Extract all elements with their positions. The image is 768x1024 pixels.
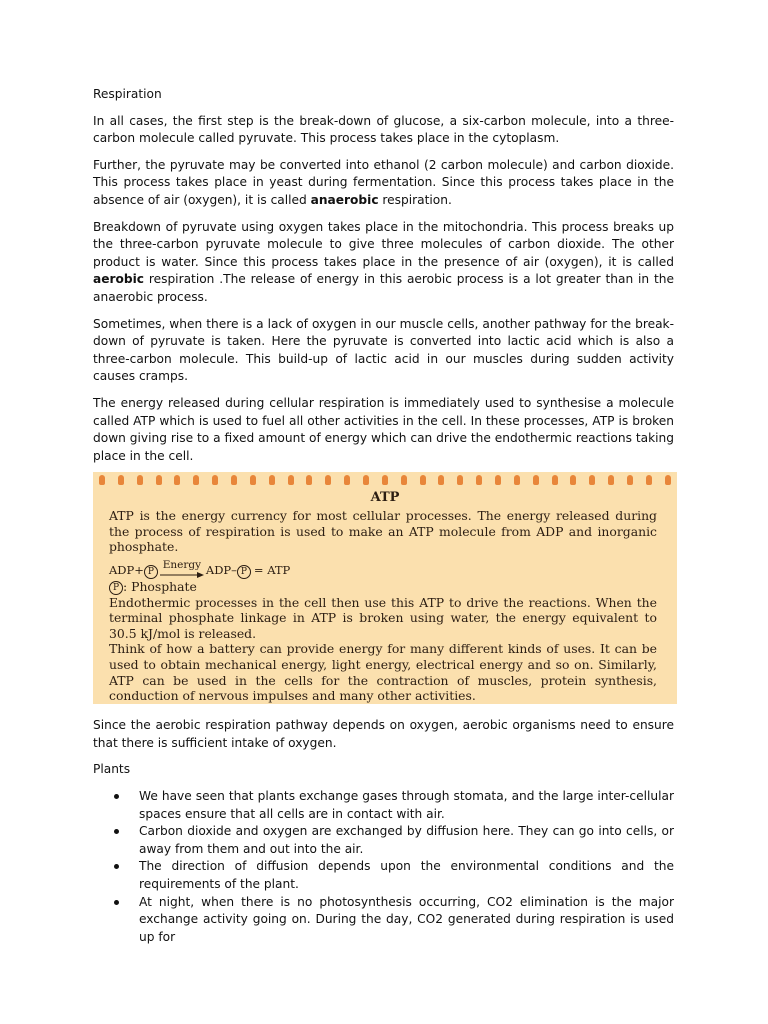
paragraph-lactic-acid: Sometimes, when there is a lack of oxygen in our muscle cells, another pathway for the break-down of pyruvate is taken. Here the pyruvate is converted into lactic acid which is also a three-carbon molecule. This build-up of lactic acid in our muscles during sudden activity causes cramps. [93,316,674,384]
arrow-label-energy: Energy [162,559,202,572]
decorative-dot [570,475,576,485]
paragraph-aerobic-text: Breakdown of pyruvate using oxygen takes place in the mitochondria. This process breaks up the three-carbon pyruvate molecule to give three molecules of carbon dioxide. The other product is water. Since this process takes place in the presence of air (oxygen), it is called [93,219,674,269]
paragraph-glucose-breakdown: In all cases, the first step is the break-down of glucose, a six-carbon molecule, into a three-carbon molecule called pyruvate. This process takes place in the cytoplasm. [93,113,674,146]
list-item [139,823,674,858]
list-item-text: Carbon dioxide and oxygen are exchanged by diffusion here. They can go into cells, or away from them and out into the air. [139,824,674,856]
paragraph-oxygen-intake: Since the aerobic respiration pathway depends on oxygen, aerobic organisms need to ensure that there is sufficient intake of oxygen. [93,718,674,750]
paragraph-aerobic-end: respiration .The release of energy in this aerobic process is a lot greater than in the anaerobic process. [93,272,674,304]
atp-box-text-3: Think of how a battery can provide energy for many different kinds of uses. It can be used to obtain mechanical energy, light energy, electrical energy and so on. Similarly, ATP can be used in the cells for the contraction of muscles, protein synthesis, conduction of nervous impulses and many other activities. [109,641,657,704]
bullet-icon [114,829,119,834]
list-item [139,894,674,947]
decorative-dot [363,475,369,485]
paragraph-atp-intro: The energy released during cellular respiration is immediately used to synthesise a molecule called ATP which is used to fuel all other activities in the cell. In these processes, ATP is broken down giving rise to a fixed amount of energy which can drive the endothermic reactions taking place in the cell. [93,395,674,463]
paragraph-anaerobic [93,157,674,210]
decorative-dot [325,475,331,485]
decorative-dot [250,475,256,485]
paragraph-anaerobic-text: Further, the pyruvate may be converted into ethanol (2 carbon molecule) and carbon dioxide. This process takes place in yeast during fermentation. Since this process takes place in the absence of air (oxygen), it is called [93,157,674,207]
equation-left: ADP+ [109,563,144,578]
list-item-text: We have seen that plants exchange gases through stomata, and the large inter-cellular spaces ensure that all cells are in contact with air. [139,789,674,821]
decorative-dot [589,475,595,485]
decorative-dot [401,475,407,485]
bullet-icon [114,864,119,869]
section-heading-respiration: Respiration [93,87,162,101]
phosphate-legend [109,579,657,595]
decorative-dot [665,475,671,485]
decorative-dot [193,475,199,485]
paragraph-anaerobic-end: respiration. [378,192,452,207]
decorative-dot [231,475,237,485]
term-anaerobic: anaerobic [310,192,379,207]
decorative-dot [174,475,180,485]
decorative-dot [646,475,652,485]
decorative-dot [627,475,633,485]
decorative-dot [552,475,558,485]
equation-right-adp: ADP– [205,563,237,578]
plants-bullet-list [93,788,674,946]
decorative-dot [382,475,388,485]
section-heading-plants: Plants [93,762,131,777]
decorative-dot [212,475,218,485]
decorative-dot [99,475,105,485]
decorative-dot [269,475,275,485]
term-aerobic: aerobic [93,272,144,287]
decorative-dot [457,475,463,485]
decorative-dot-border [99,475,671,485]
decorative-dot [514,475,520,485]
equation-right-atp: = ATP [253,563,291,578]
decorative-dot [476,475,482,485]
bullet-icon [114,794,119,799]
decorative-dot [533,475,539,485]
decorative-dot [344,475,350,485]
atp-info-box [93,472,677,704]
list-item-text: The direction of diffusion depends upon the environmental conditions and the requirements of the plant. [139,859,674,892]
bullet-icon [114,900,119,905]
list-item [139,788,674,823]
decorative-dot [156,475,162,485]
equation-arrow [160,560,204,579]
decorative-dot [288,475,294,485]
decorative-dot [306,475,312,485]
decorative-dot [438,475,444,485]
phosphate-legend-text: : Phosphate [123,579,197,595]
decorative-dot [137,475,143,485]
atp-box-body [109,508,657,704]
right-arrow-icon [160,571,204,579]
decorative-dot [420,475,426,485]
atp-equation [109,555,657,579]
list-item-text: At night, when there is no photosynthesis occurring, CO2 elimination is the major exchange activity going on. During the day, CO2 generated during respiration is used up for [139,894,674,944]
atp-box-text-2: Endothermic processes in the cell then use this ATP to drive the reactions. When the terminal phosphate linkage in ATP is broken using water, the energy equivalent to 30.5 kJ/mol is released. [109,594,657,641]
phosphate-symbol: P [144,565,158,579]
atp-box-title: ATP [370,490,400,506]
phosphate-symbol-2: P [237,565,251,579]
paragraph-aerobic [93,219,674,307]
atp-box-text-1: ATP is the energy currency for most cellular processes. The energy released during the process of respiration is used to make an ATP molecule from ADP and inorganic phosphate. [109,508,657,555]
phosphate-legend-symbol: P [109,581,123,595]
list-item [139,858,674,893]
decorative-dot [608,475,614,485]
decorative-dot [118,475,124,485]
document-content [93,86,674,946]
decorative-dot [495,475,501,485]
